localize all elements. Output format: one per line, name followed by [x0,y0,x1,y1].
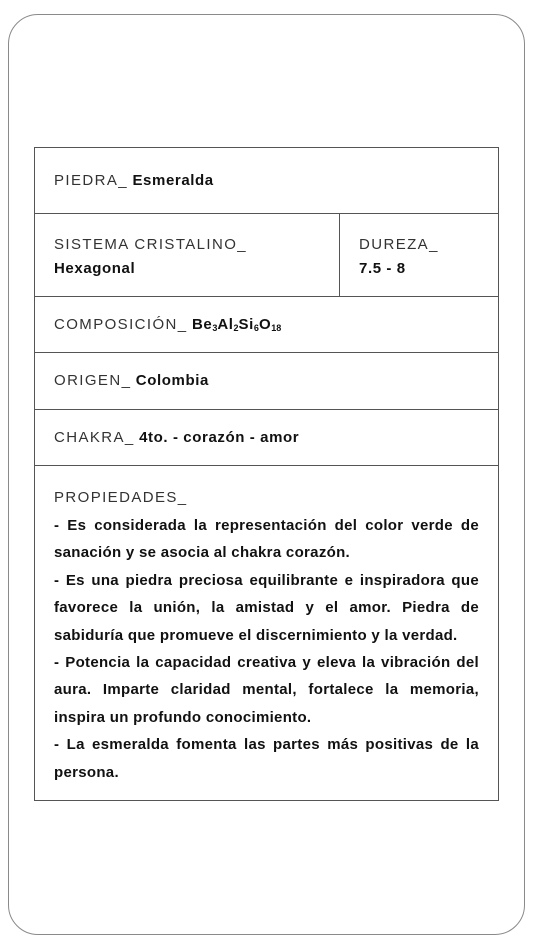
hardness-value: 7.5 - 8 [359,260,406,277]
property-item: - La esmeralda fomenta las partes más positivas de la persona. [54,736,479,781]
crystal-system-cell [35,214,340,296]
hardness-cell [340,214,498,296]
stone-info-table [34,147,499,801]
properties-row [35,466,498,800]
crystal-hardness-row [35,214,498,297]
chakra-row [35,410,498,466]
formula-element: Al [217,315,234,333]
stone-row [35,148,498,214]
properties-text [54,512,479,786]
formula-subscript: 3 [212,322,218,333]
chakra-label: CHAKRA_ [54,428,135,446]
origin-label: ORIGEN_ [54,372,132,389]
formula-subscript: 18 [271,322,282,333]
formula-element: Be [191,315,213,333]
formula-element: Si [238,315,254,333]
composition-formula [192,316,281,333]
stone-value: Esmeralda [132,171,214,189]
formula-element: O [258,315,272,333]
property-item: - Potencia la capacidad creativa y eleva la vibración del aura. Imparte claridad mental, fortalece la memoria, inspira un profundo conocimiento. [54,654,479,726]
property-item: - Es considerada la representación del color verde de sanación y se asocia al chakra corazón. [54,517,479,562]
crystal-system-value: Hexagonal [54,260,136,277]
hardness-label: DUREZA_ [359,236,439,253]
crystal-system-label: SISTEMA CRISTALINO_ [54,236,248,253]
origin-value: Colombia [135,372,209,389]
property-item: - Es una piedra preciosa equilibrante e inspiradora que favorece la unión, la amistad y el amor. Piedra de sabiduría que promueve el discernimiento y la verdad. [54,571,479,644]
composition-row [35,297,498,353]
formula-subscript: 6 [253,322,259,333]
composition-label: COMPOSICIÓN_ [54,315,188,333]
formula-subscript: 2 [233,322,239,333]
origin-row [35,353,498,410]
stone-label: PIEDRA_ [54,171,128,189]
chakra-value: 4to. - corazón - amor [139,428,300,446]
properties-label: PROPIEDADES_ [54,489,188,506]
